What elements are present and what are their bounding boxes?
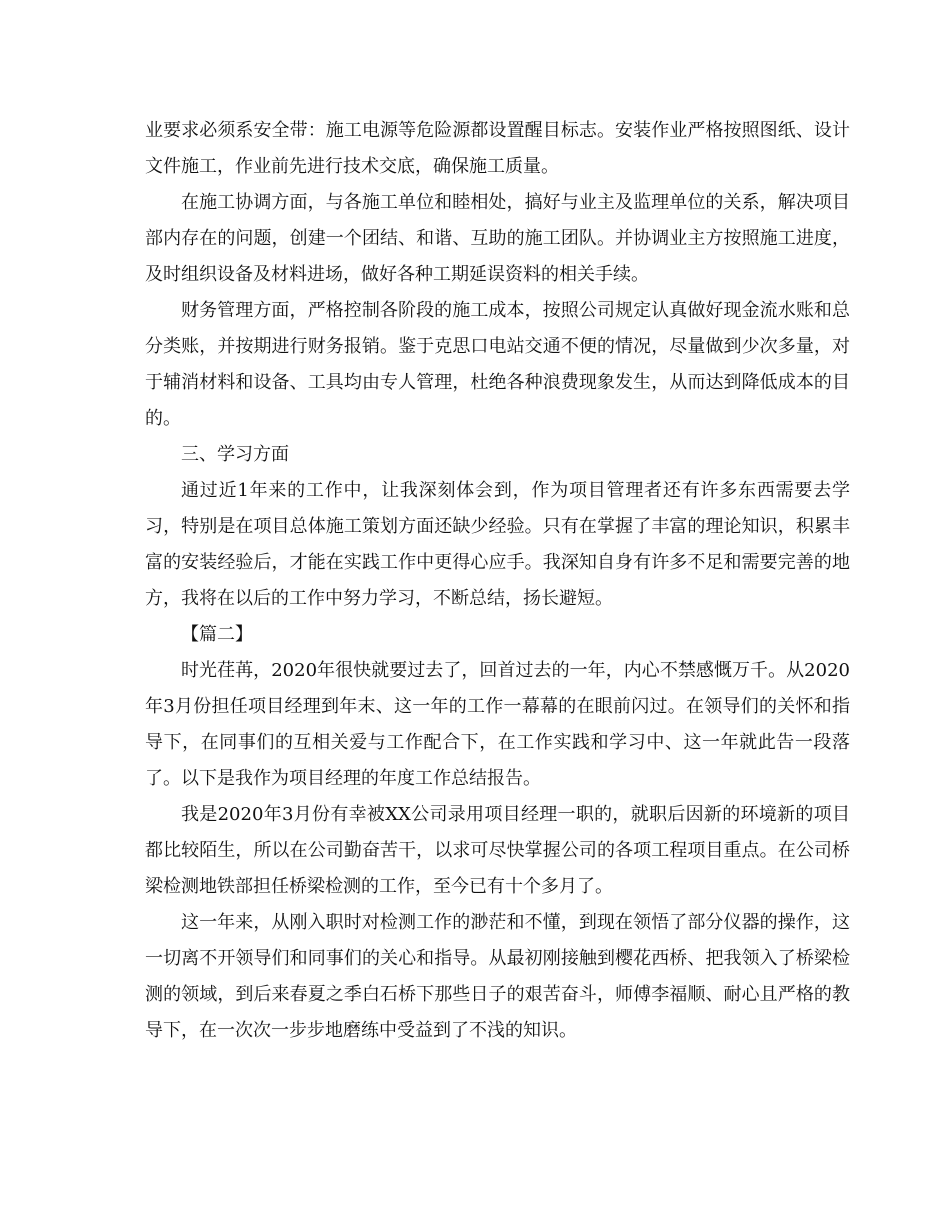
paragraph-construction-coordination: 在施工协调方面，与各施工单位和睦相处，搞好与业主及监理单位的关系，解决项目部内存在的问题，创建一个团结、和谐、互助的施工团队。并协调业主方按照施工进度，及时组织设备及材料进场，做好各种工期延误资料的相关手续。: [145, 192, 850, 285]
paragraph-financial-management: 财务管理方面，严格控制各阶段的施工成本，按照公司规定认真做好现金流水账和总分类账，并按期进行财务报销。鉴于克思口电站交通不便的情况，尽量做到少次多量，对于辅消材料和设备、工具均由专人管理，杜绝各种浪费现象发生，从而达到降低成本的目的。: [145, 300, 850, 429]
section-heading-part-two: 【篇二】: [181, 624, 253, 645]
paragraph-learning: 通过近1年来的工作中，让我深刻体会到，作为项目管理者还有许多东西需要去学习，特别是在项目总体施工策划方面还缺少经验。只有在掌握了丰富的理论知识，积累丰富的安装经验后，才能在实践工作中更得心应手。我深知自身有许多不足和需要完善的地方，我将在以后的工作中努力学习，不断总结，扬长避短。: [145, 480, 850, 609]
section-heading-learning: 三、学习方面: [181, 444, 289, 465]
paragraph-year-review: 时光荏苒，2020年很快就要过去了，回首过去的一年，内心不禁感慨万千。从2020年3月份担任项目经理到年末、这一年的工作一幕幕的在眼前闪过。在领导们的关怀和指导下，在同事们的互相关爱与工作配合下，在工作实践和学习中、这一年就此告一段落了。以下是我作为项目经理的年度工作总结报告。: [145, 660, 850, 789]
paragraph-continued: 业要求必须系安全带：施工电源等危险源都设置醒目标志。安装作业严格按照图纸、设计文件施工，作业前先进行技术交底，确保施工质量。: [145, 120, 850, 177]
paragraph-employment: 我是2020年3月份有幸被XX公司录用项目经理一职的，就职后因新的环境新的项目都比较陌生，所以在公司勤奋苦干，以求可尽快掌握公司的各项工程项目重点。在公司桥梁检测地铁部担任桥梁检测的工作，至今已有十个多月了。: [145, 804, 850, 897]
paragraph-bridge-inspection: 这一年来，从刚入职时对检测工作的渺茫和不懂，到现在领悟了部分仪器的操作，这一切离不开领导们和同事们的关心和指导。从最初刚接触到樱花西桥、把我领入了桥梁检测的领域，到后来春夏之季白石桥下那些日子的艰苦奋斗，师傅李福顺、耐心且严格的教导下，在一次次一步步地磨练中受益到了不浅的知识。: [145, 912, 850, 1041]
